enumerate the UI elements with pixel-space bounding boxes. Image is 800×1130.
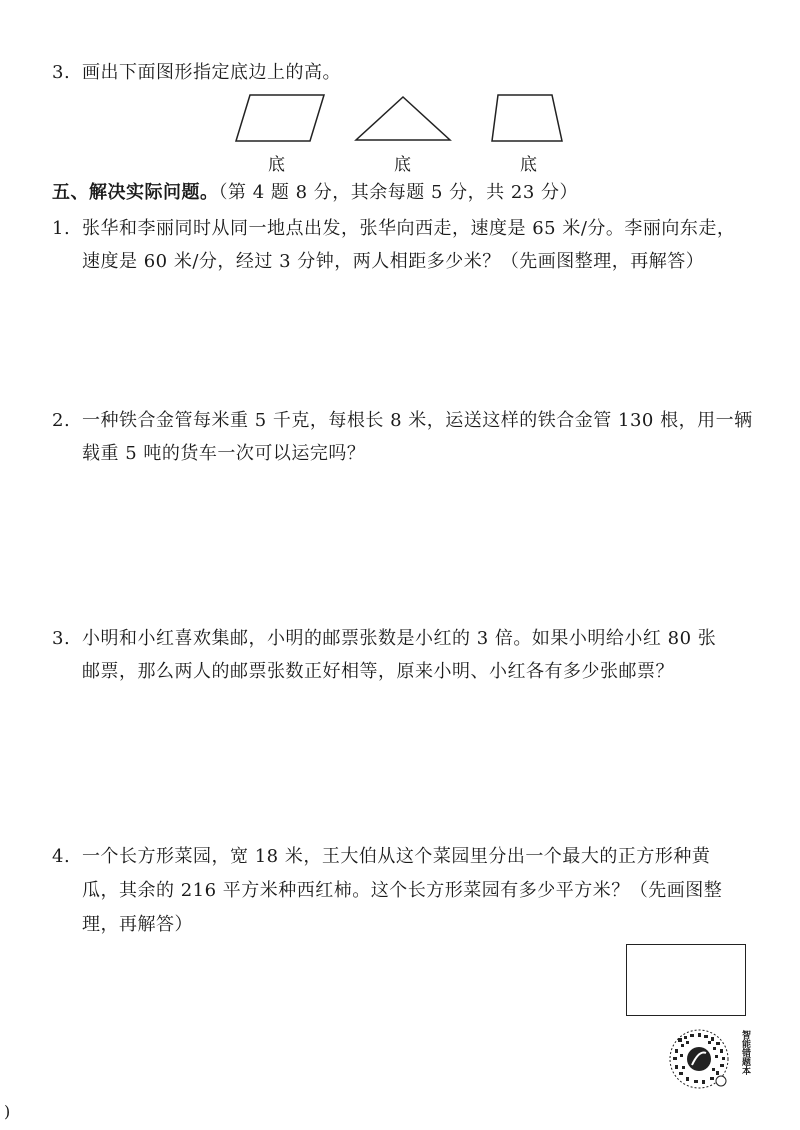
qr-code-icon[interactable] [668,1028,732,1090]
answer-box[interactable] [626,944,746,1016]
question-4-3 [52,62,341,84]
problem-text: 一种铁合金管每米重 5 千克，每根长 8 米，运送这样的铁合金管 130 根，用一辆 [82,410,753,431]
qr-label: 智能错题本 [740,1030,750,1075]
problem-text: 小明和小红喜欢集邮，小明的邮票张数是小红的 3 倍。如果小明给小红 80 张 [82,628,717,649]
problem-number: 4. [52,846,71,867]
problem-text: 张华和李丽同时从同一地点出发，张华向西走，速度是 65 米/分。李丽向东走， [82,218,736,239]
base-label-parallelogram: 底 [268,155,285,175]
trapezoid-shape [488,92,568,144]
problem-4-line-2: 瓜，其余的 216 平方米种西红柿。这个长方形菜园有多少平方米？（先画图整 [82,880,723,901]
base-label-triangle: 底 [394,155,411,175]
section-title: 五、解决实际问题。 [52,182,219,203]
problem-4-line-3: 理，再解答） [82,914,193,935]
problem-2-line-1 [52,410,753,432]
problem-3-line-1 [52,628,716,650]
problem-number: 1. [52,218,71,239]
triangle-shape [352,92,454,144]
base-label-trapezoid: 底 [520,155,537,175]
question-text: 画出下面图形指定底边上的高。 [82,62,341,83]
problem-2-line-2: 载重 5 吨的货车一次可以运完吗？ [82,443,366,464]
problem-number: 3. [52,628,71,649]
section-score-note: （第 4 题 8 分，其余每题 5 分，共 23 分） [218,182,579,203]
question-number: 3. [52,62,71,83]
section-5-header [52,182,578,204]
parallelogram-shape [232,92,328,144]
problem-3-line-2: 邮票，那么两人的邮票张数正好相等，原来小明、小红各有多少张邮票？ [82,661,674,682]
problem-1-line-2: 速度是 60 米/分，经过 3 分钟，两人相距多少米？（先画图整理，再解答） [82,251,705,272]
problem-1-line-1 [52,218,735,240]
margin-mark: ) [4,1102,11,1121]
problem-text: 一个长方形菜园，宽 18 米，王大伯从这个菜园里分出一个最大的正方形种黄 [82,846,711,867]
problem-number: 2. [52,410,71,431]
problem-4-line-1 [52,846,710,868]
